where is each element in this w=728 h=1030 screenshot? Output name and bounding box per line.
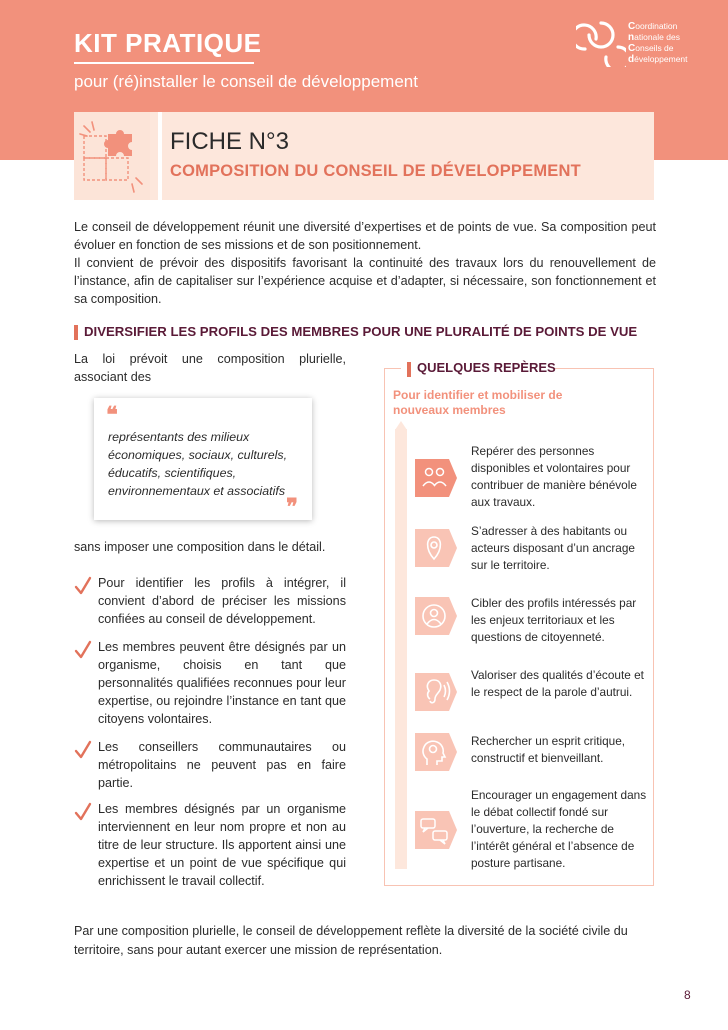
reperes-subtitle: Pour identifier et mobiliser de nouveaux membres (393, 388, 563, 417)
loi-text: La loi prévoit une composition plurielle, associant des (74, 352, 346, 384)
person-target-icon (415, 597, 457, 635)
checklist-text: Les membres peuvent être désignés par un organisme, choisis en tant que personnalités qualifiées reconnues pour leur expertise, ou rejoindre l’instance en tant que citoyens volontaires. (98, 640, 346, 726)
logo-line: Conseils de (628, 43, 674, 54)
reperes-bar (407, 362, 411, 377)
section-title: DIVERSIFIER LES PROFILS DES MEMBRES POUR UNE PLURALITÉ DE POINTS DE VUE (84, 324, 638, 339)
checklist-text: Les conseillers communautaires ou métropolitains ne peuvent pas en faire partie. (98, 740, 346, 790)
logo-swirl-icon (576, 17, 626, 67)
fiche-number: FICHE N°3 (170, 128, 289, 155)
logo-line: développement (628, 54, 688, 65)
checkmark-icon (74, 640, 92, 660)
intro-text (74, 218, 656, 308)
open-quote-icon: ❝ (106, 402, 118, 428)
fiche-card (74, 112, 654, 200)
reperes-box (384, 360, 654, 886)
ear-listening-icon (415, 673, 457, 711)
kit-subtitle: pour (ré)installer le conseil de développement (74, 72, 418, 91)
page-number: 8 (684, 988, 691, 1002)
discussion-bubbles-icon (415, 811, 457, 849)
head-gears-icon (415, 733, 457, 771)
checklist-text: Les membres désignés par un organisme interviennent en leur nom propre et non au titre de leur structure. Ils apportent ainsi une expertise et un point de vue spécifique qui enrichissent le travail collectif. (98, 802, 346, 888)
logo-line: nationale des (628, 32, 680, 43)
section-heading (74, 322, 656, 342)
reperes-text: S’adresser à des habitants ou acteurs disposant d’un ancrage sur le territoire. (471, 524, 635, 572)
checklist-text: Pour identifier les profils à intégrer, il convient d’abord de préciser les missions confiées au conseil de développement. (98, 576, 346, 626)
kit-title: KIT PRATIQUE (74, 28, 262, 58)
reperes-text: Cibler des profils intéressés par les enjeux territoriaux et les questions de citoyenneté. (471, 596, 637, 644)
location-pin-icon (415, 529, 457, 567)
reperes-text: Rechercher un esprit critique, constructif et bienveillant. (471, 734, 626, 765)
puzzle-icon (74, 112, 150, 200)
puzzle-icon-box (74, 112, 150, 200)
logo-line: Coordination (628, 21, 678, 32)
logo-text (628, 21, 688, 65)
checkmark-icon (74, 576, 92, 596)
conclusion-text: Par une composition plurielle, le conseil de développement reflète la diversité de la société civile du territoire, sans pour autant exercer une mission de représentation. (74, 924, 628, 957)
section-bar (74, 325, 78, 340)
reperes-title: QUELQUES REPÈRES (417, 360, 556, 375)
reperes-heading (401, 359, 554, 379)
intro-paragraph: Il convient de prévoir des dispositifs favorisant la continuité des travaux lors du renouvellement de l’instance, afin de capitaliser sur l’expérience acquise et d’adapter, si nécessaire, son fonctionnement et sa composition. (74, 256, 656, 306)
fiche-title: COMPOSITION DU CONSEIL DE DÉVELOPPEMENT (170, 162, 581, 180)
reperes-text: Valoriser des qualités d’écoute et le respect de la parole d’autrui. (471, 668, 644, 699)
title-underline (74, 62, 254, 64)
cncd-logo (576, 17, 702, 69)
reperes-text: Repérer des personnes disponibles et volontaires pour contribuer de manière bénévole aux travaux. (471, 444, 637, 509)
intro-paragraph: Le conseil de développement réunit une diversité d’expertises et de points de vue. Sa composition peut évoluer en fonction de ses missions et de son positionnement. (74, 220, 656, 252)
card-separator (158, 112, 162, 200)
people-hands-icon (415, 459, 457, 497)
reperes-text: Encourager un engagement dans le débat collectif fondé sur l’ouverture, la recherche de l’intérêt général et l’absence de posture partisane. (471, 788, 647, 870)
checkmark-icon (74, 802, 92, 822)
checkmark-icon (74, 740, 92, 760)
quote-text: représentants des milieux économiques, sociaux, culturels, éducatifs, scientifiques, environnementaux et associatifs (108, 430, 288, 498)
arrow-spine (395, 429, 407, 869)
quote-box (94, 398, 312, 520)
after-quote-text: sans imposer une composition dans le détail. (74, 540, 326, 554)
close-quote-icon: ❞ (286, 494, 298, 520)
